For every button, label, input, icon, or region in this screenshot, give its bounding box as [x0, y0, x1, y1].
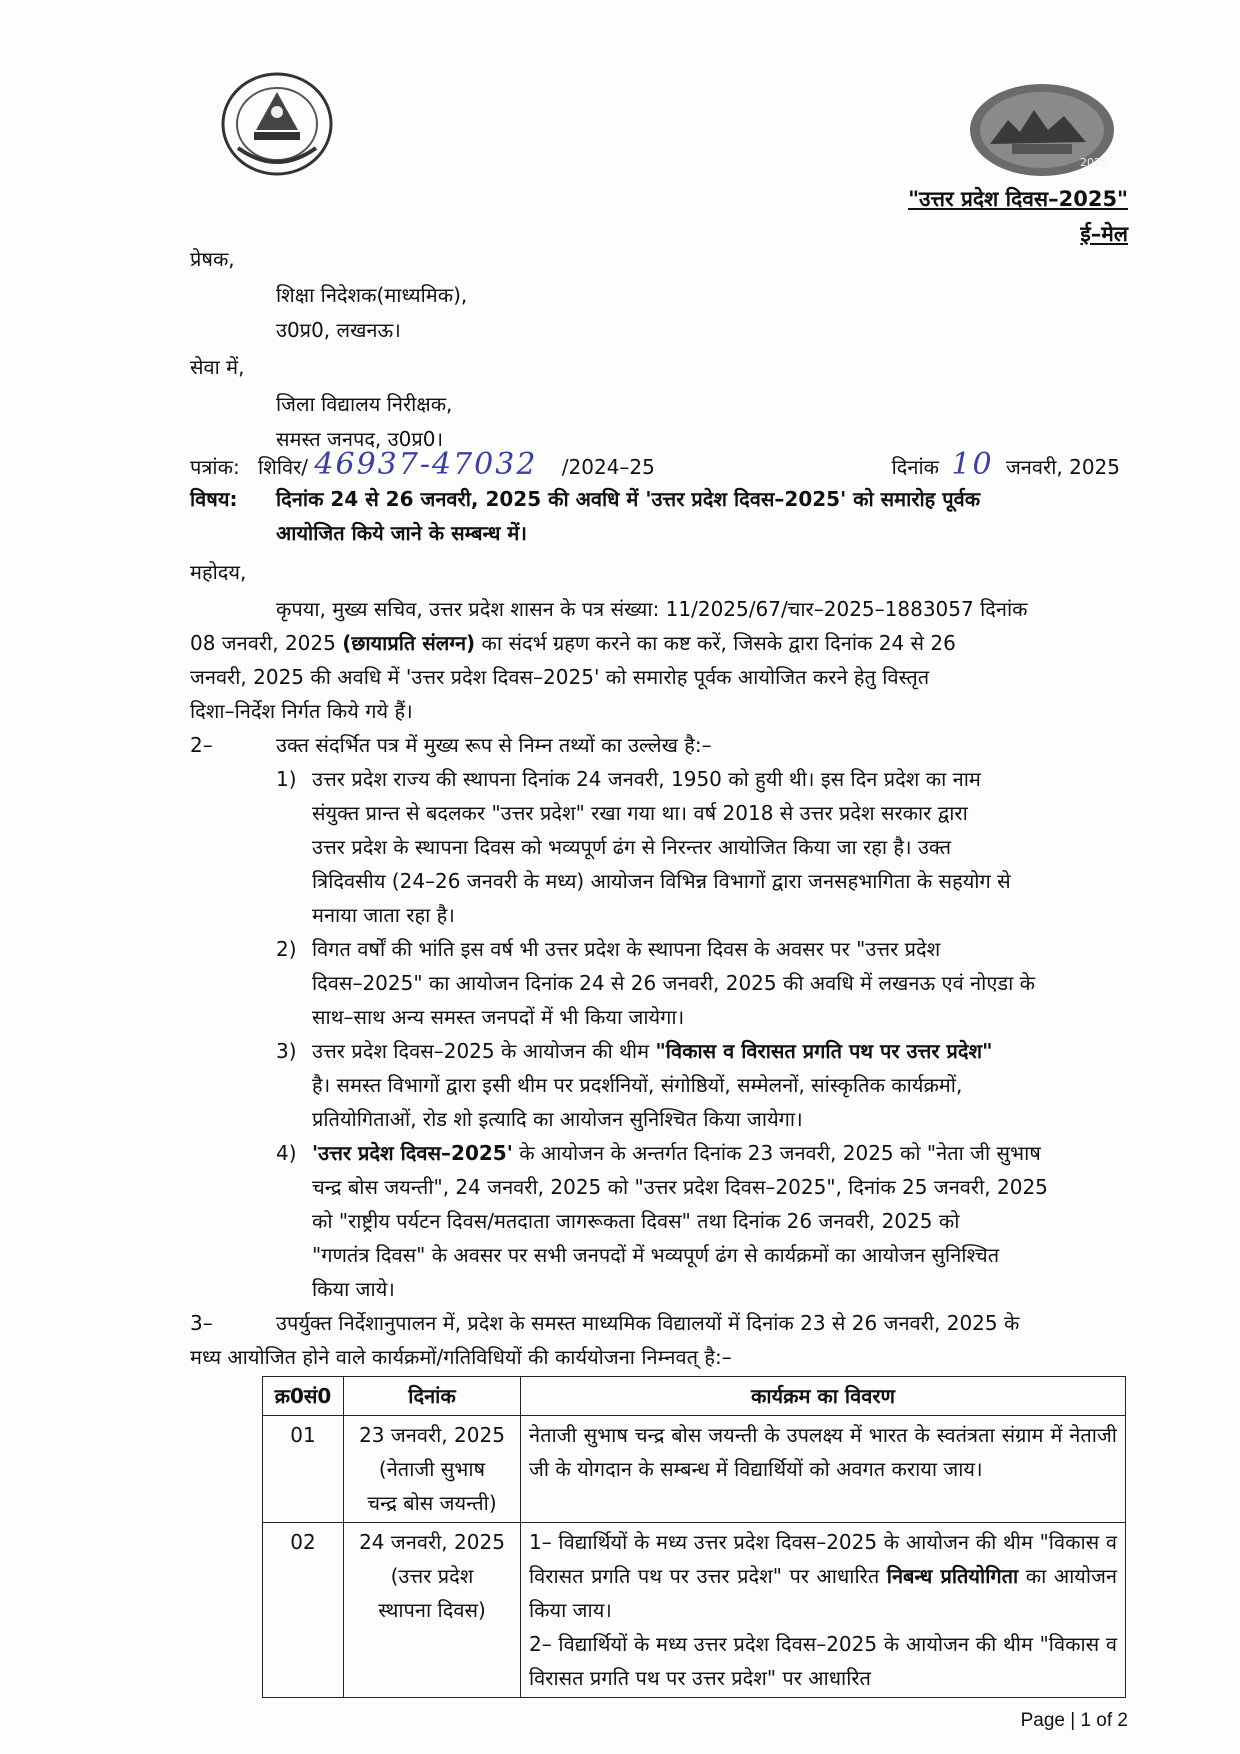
para3-line1: उपर्युक्त निर्देशानुपालन में, प्रदेश के समस्त माध्यमिक विद्यालयों में दिनांक 23 से 26 जनवरी, 2025 के [276, 1311, 1020, 1335]
item3-line1: उत्तर प्रदेश दिवस–2025 के आयोजन की थीम "विकास व विरासत प्रगति पथ पर उत्तर प्रदेश" [312, 1039, 993, 1063]
item2-line3: साथ–साथ अन्य समस्त जनपदों में भी किया जायेगा। [312, 1005, 685, 1029]
item4-number: 4) [276, 1141, 297, 1165]
table-row [263, 1416, 1126, 1523]
reference-year: /2024–25 [561, 455, 655, 479]
item1-line1: उत्तर प्रदेश राज्य की स्थापना दिनांक 24 जनवरी, 1950 को हुयी थी। इस दिन प्रदेश का नाम [312, 767, 981, 791]
subject-label: विषय: [190, 487, 238, 511]
sender-label: प्रेषक, [190, 247, 235, 271]
item1-line2: संयुक्त प्रान्त से बदलकर "उत्तर प्रदेश" रखा गया था। वर्ष 2018 से उत्तर प्रदेश सरकार द्वारा [312, 801, 968, 825]
item1-number: 1) [276, 767, 297, 791]
item4-line5: किया जाये। [312, 1277, 395, 1301]
item1-line5: मनाया जाता रहा है। [312, 903, 455, 927]
row2-serial: 02 [263, 1523, 344, 1698]
sender-line2: उ0प्र0, लखनऊ। [276, 318, 401, 342]
svg-text:2025: 2025 [1080, 156, 1108, 169]
date-rest: जनवरी, 2025 [1005, 455, 1120, 479]
reference-line [190, 448, 1120, 484]
item4-line3: को "राष्ट्रीय पर्यटन दिवस/मतदाता जागरूकता दिवस" तथा दिनांक 26 जनवरी, 2025 को [312, 1209, 960, 1233]
item1-line3: उत्तर प्रदेश के स्थापना दिवस को भव्यपूर्ण ढंग से निरन्तर आयोजित किया जा रहा है। उक्त [312, 835, 952, 859]
reference-prefix: शिविर/ [258, 455, 309, 479]
item4-line1: 'उत्तर प्रदेश दिवस–2025' के आयोजन के अन्तर्गत दिनांक 23 जनवरी, 2025 को "नेता जी सुभाष [312, 1141, 1041, 1165]
item4-line4: "गणतंत्र दिवस" के अवसर पर सभी जनपदों में भव्यपूर्ण ढंग से कार्यक्रमों का आयोजन सुनिश्चित [312, 1243, 1000, 1267]
reference-label: पत्रांक: [190, 455, 240, 479]
salutation: महोदय, [190, 560, 247, 584]
item3-number: 3) [276, 1039, 297, 1063]
table-row [263, 1523, 1126, 1698]
item2-line2: दिवस–2025" का आयोजन दिनांक 24 से 26 जनवरी, 2025 की अवधि में लखनऊ एवं नोएडा के [312, 971, 1035, 995]
item1-line4: त्रिदिवसीय (24–26 जनवरी के मध्य) आयोजन विभिन्न विभागों द्वारा जनसहभागिता के सहयोग से [312, 869, 1011, 893]
mail-mode: ई–मेल [1080, 222, 1128, 246]
recipient-label: सेवा में, [190, 355, 245, 379]
header-serial: क्र0सं0 [263, 1377, 344, 1416]
row2-description: 1– विद्यार्थियों के मध्य उत्तर प्रदेश दिवस–2025 के आयोजन की थीम "विकास व विरासत प्रगति पथ पर उत्तर प्रदेश" पर आधारित निबन्ध प्रतियोगिता का आयोजन किया जाय। 2– विद्यार्थियों के मध्य उत्तर प्रदेश दिवस–2025 के आयोजन की थीम "विकास व विरासत प्रगति पथ पर उत्तर प्रदेश" पर आधारित [521, 1523, 1126, 1698]
item4-line2: चन्द्र बोस जयन्ती", 24 जनवरी, 2025 को "उत्तर प्रदेश दिवस–2025", दिनांक 25 जनवरी, 2025 [312, 1175, 1048, 1199]
para2-intro: उक्त संदर्भित पत्र में मुख्य रूप से निम्न तथ्यों का उल्लेख है:– [276, 733, 712, 757]
item2-number: 2) [276, 937, 297, 961]
row2-date: 24 जनवरी, 2025 (उत्तर प्रदेश स्थापना दिवस) [344, 1523, 521, 1698]
row1-date: 23 जनवरी, 2025 (नेताजी सुभाष चन्द्र बोस जयन्ती) [344, 1416, 521, 1523]
date-label: दिनांक [891, 455, 940, 479]
para3-line2: मध्य आयोजित होने वाले कार्यक्रमों/गतिविधियों की कार्ययोजना निम्नवत् है:– [190, 1345, 732, 1369]
header-date: दिनांक [344, 1377, 521, 1416]
row1-description: नेताजी सुभाष चन्द्र बोस जयन्ती के उपलक्ष्य में भारत के स्वतंत्रता संग्राम में नेताजी जी के योगदान के सम्बन्ध में विद्यार्थियों को अवगत कराया जाय। [521, 1416, 1126, 1523]
para1-line3: जनवरी, 2025 की अवधि में 'उत्तर प्रदेश दिवस–2025' को समारोह पूर्वक आयोजित करने हेतु विस्तृत [190, 665, 930, 689]
row1-serial: 01 [263, 1416, 344, 1523]
subject-line2: आयोजित किये जाने के सम्बन्ध में। [276, 521, 527, 545]
para1-line2: 08 जनवरी, 2025 (छायाप्रति संलग्न) का संदर्भ ग्रहण करने का कष्ट करें, जिसके द्वारा दिनांक 24 से 26 [190, 631, 956, 655]
event-title: "उत्तर प्रदेश दिवस–2025" [908, 187, 1128, 211]
header-description: कार्यक्रम का विवरण [521, 1377, 1126, 1416]
schedule-table [262, 1376, 1126, 1698]
item2-line1: विगत वर्षों की भांति इस वर्ष भी उत्तर प्रदेश के स्थापना दिवस के अवसर पर "उत्तर प्रदेश [312, 937, 941, 961]
item3-line2: है। समस्त विभागों द्वारा इसी थीम पर प्रदर्शनियों, संगोष्ठियों, सम्मेलनों, सांस्कृतिक कार्यक्रमों, [312, 1073, 963, 1097]
para1-line4: दिशा–निर्देश निर्गत किये गये हैं। [190, 699, 413, 723]
table-header-row [263, 1377, 1126, 1416]
para1-line1: कृपया, मुख्य सचिव, उत्तर प्रदेश शासन के पत्र संख्या: 11/2025/67/चार–2025–1883057 दिनांक [276, 597, 1028, 621]
sender-line1: शिक्षा निदेशक(माध्यमिक), [276, 283, 468, 307]
para3-number: 3– [190, 1311, 213, 1335]
recipient-line2: समस्त जनपद, उ0प्र0। [276, 427, 444, 451]
education-department-emblem-icon [218, 68, 336, 180]
subject-line1: दिनांक 24 से 26 जनवरी, 2025 की अवधि में 'उत्तर प्रदेश दिवस–2025' को समारोह पूर्वक [276, 487, 981, 511]
recipient-line1: जिला विद्यालय निरीक्षक, [276, 392, 453, 416]
handwritten-reference-no: 46937-47032 [314, 447, 538, 482]
item3-line3: प्रतियोगिताओं, रोड शो इत्यादि का आयोजन सुनिश्चित किया जायेगा। [312, 1107, 803, 1131]
page-number: Page | 1 of 2 [1020, 1710, 1128, 1731]
handwritten-day: 10 [951, 447, 994, 482]
para2-number: 2– [190, 733, 213, 757]
up-diwas-2025-logo-icon [968, 82, 1116, 178]
